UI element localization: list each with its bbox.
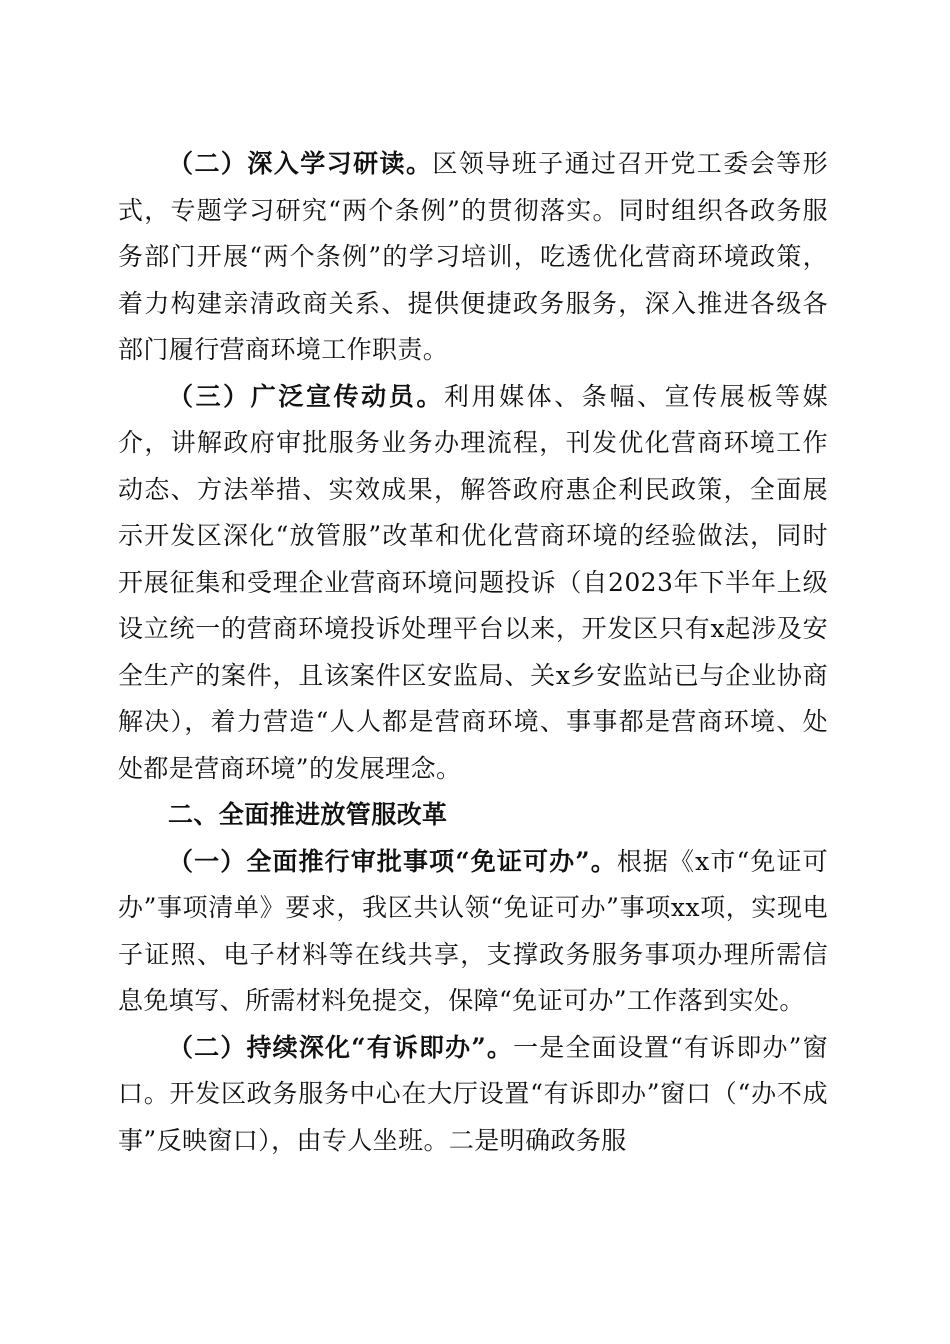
paragraph-text: 根据《x市“免证可办”事项清单》要求，我区共认领“免证可办”事项xx项，实现电子证照、电子材料等在线共享，支撑政务服务事项办理所需信息免填写、所需材料免提交，保障“免证可办”工作落到实处。 (118, 846, 828, 1015)
paragraph-text: 利用媒体、条幅、宣传展板等媒介，讲解政府审批服务业务办理流程，刊发优化营商环境工作动态、方法举措、实效成果，解答政府惠企利民政策，全面展示开发区深化“放管服”改革和优化营商环境的经验做法，同时开展征集和受理企业营商环境问题投诉（自2023年下半年上级设立统一的营商环境投诉处理平台以来，开发区只有x起涉及安全生产的案件，且该案件区安监局、关x乡安监站已与企业协商解决），着力营造“人人都是营商环境、事事都是营商环境、处处都是营商环境”的发展理念。 (118, 381, 828, 783)
paragraph-publicity (118, 374, 828, 793)
document-body (118, 141, 828, 1164)
paragraph-text: 区领导班子通过召开党工委会等形式，专题学习研究“两个条例”的贯彻落实。同时组织各政务服务部门开展“两个条例”的学习培训，吃透优化营商环境政策，着力构建亲清政商关系、提供便捷政务服务，深入推进各级各部门履行营商环境工作职责。 (118, 149, 828, 364)
paragraph-lead: （二）深入学习研读。 (168, 149, 433, 178)
paragraph-lead: （三）广泛宣传动员。 (168, 381, 444, 411)
paragraph-study (118, 141, 828, 374)
paragraph-lead: （一）全面推行审批事项“免证可办”。 (168, 846, 617, 876)
section-heading: 二、全面推进放管服改革 (168, 800, 448, 829)
paragraph-complaint-handling (118, 1025, 828, 1165)
paragraph-certificate-free (118, 839, 828, 1025)
paragraph-text: 一是全面设置“有诉即办”窗口。开发区政务服务中心在大厅设置“有诉即办”窗口（“办不成事”反映窗口），由专人坐班。二是明确政务服 (118, 1032, 828, 1155)
paragraph-lead: （二）持续深化“有诉即办”。 (168, 1032, 514, 1062)
